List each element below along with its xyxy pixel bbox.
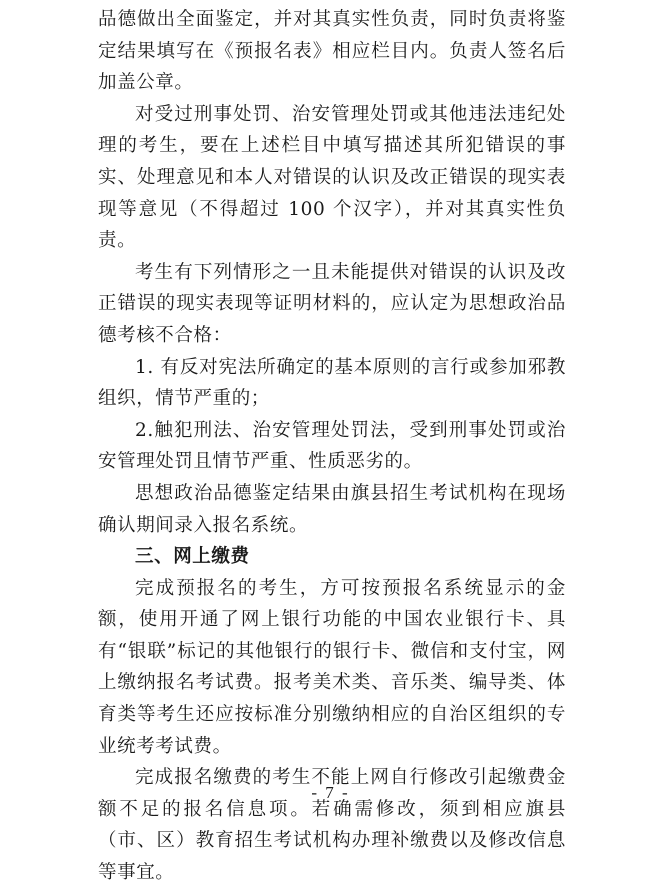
list-item-criterion-2: 2.触犯刑法、治安管理处罚法，受到刑事处罚或治安管理处罚且情节严重、性质恶劣的。 [98,419,566,473]
paragraph-appraisal-entry: 思想政治品德鉴定结果由旗县招生考试机构在现场确认期间录入报名系统。 [98,482,566,536]
list-item-criterion-1: 1. 有反对宪法所确定的基本原则的言行或参加邪教组织，情节严重的； [98,356,566,410]
paragraph-disciplinary-record: 对受过刑事处罚、治安管理处罚或其他违法违纪处理的考生，要在上述栏目中填写描述其所犯错误的事实、处理意见和本人对错误的认识及改正错误的现实表现等意见（不得超过 100 个汉字），并对其真实性负责。 [98,103,566,252]
section-heading-online-payment: 三、网上缴费 [135,546,250,568]
paragraph-appraisal-continuation: 品德做出全面鉴定，并对其真实性负责，同时负责将鉴定结果填写在《预报名表》相应栏目内。负责人签名后加盖公章。 [98,9,566,94]
paragraph-payment-methods: 完成预报名的考生，方可按预报名系统显示的金额，使用开通了网上银行功能的中国农业银行卡、具有“银联”标记的其他银行的银行卡、微信和支付宝，网上缴纳报名考试费。报考美术类、音乐类、编导类、体育类等考生还应按标准分别缴纳相应的自治区组织的专业统考考试费。 [98,577,566,757]
paragraph-disqualification-criteria: 考生有下列情形之一且未能提供对错误的认识及改正错误的现实表现等证明材料的，应认定为思想政治品德考核不合格： [98,261,566,346]
page-body [98,4,566,889]
paragraph-payment-modification: 完成报名缴费的考生不能上网自行修改引起缴费金额不足的报名信息项。若确需修改，须到相应旗县（市、区）教育招生考试机构办理补缴费以及修改信息等事宜。 [98,767,566,884]
page-number: - 7 - [311,783,350,802]
